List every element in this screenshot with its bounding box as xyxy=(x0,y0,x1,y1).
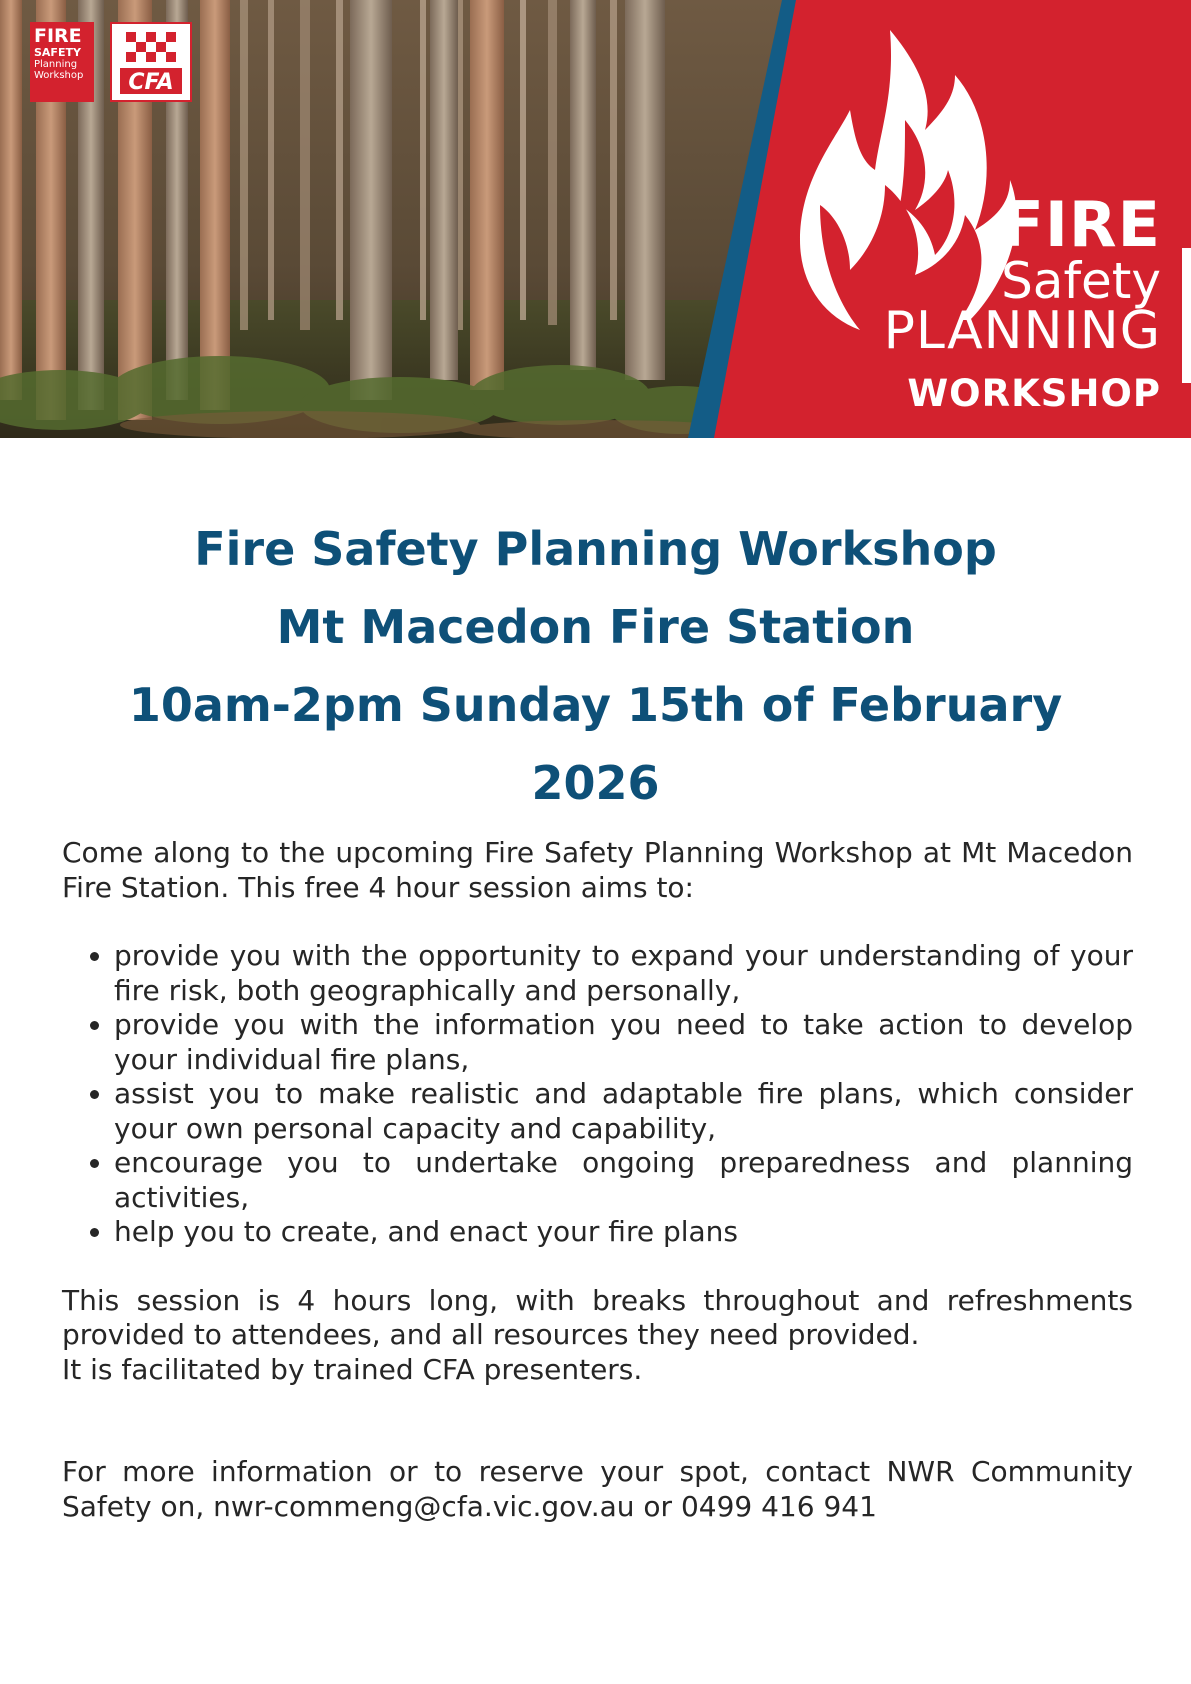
event-year: 2026 xyxy=(531,756,660,810)
logo-workshop-text: Workshop xyxy=(34,70,84,81)
event-title: Fire Safety Planning Workshop xyxy=(194,522,997,576)
brand-planning-text: PLANNING xyxy=(883,301,1161,361)
list-item: • assist you to make realistic and adaptable fire plans, which consider your own personal capacity and capability, xyxy=(114,1077,1133,1146)
list-item: • provide you with the information you need to take action to develop your individual fire plans, xyxy=(114,1008,1133,1077)
list-item: • provide you with the opportunity to expand your understanding of your fire risk, both geographically and personally, xyxy=(114,939,1133,1008)
intro-paragraph: Come along to the upcoming Fire Safety Planning Workshop at Mt Macedon Fire Station. This free 4 hour session aims to: xyxy=(62,836,1133,904)
contact-paragraph: For more information or to reserve your spot, contact NWR Community Safety on, nwr-commeng@cfa.vic.gov.au or 0499 416 941 xyxy=(62,1455,1133,1523)
session-info-paragraph: This session is 4 hours long, with breaks throughout and refreshments provided to attendees, and all resources they need provided. xyxy=(62,1283,1133,1351)
logo-planning-text: Planning xyxy=(34,59,78,70)
aims-list xyxy=(62,939,1133,1250)
brand-safety-text: Safety xyxy=(1001,252,1161,310)
checker-icon xyxy=(126,32,176,62)
event-heading xyxy=(40,510,1151,822)
header-banner xyxy=(0,0,1191,438)
logo-fire-text: FIRE xyxy=(34,25,82,47)
list-item: • encourage you to undertake ongoing preparedness and planning activities, xyxy=(114,1146,1133,1215)
brand-fire-text: FIRE xyxy=(1001,188,1161,261)
event-location: Mt Macedon Fire Station xyxy=(276,600,915,654)
cfa-logo xyxy=(110,22,192,102)
brand-workshop-text: WORKSHOP xyxy=(907,372,1161,415)
list-item: • help you to create, and enact your fire plans xyxy=(114,1215,1133,1250)
fire-safety-small-logo xyxy=(30,22,94,102)
event-time: 10am-2pm Sunday 15th of February xyxy=(128,678,1063,732)
body-content xyxy=(62,836,1133,1524)
cfa-text: CFA xyxy=(128,70,174,95)
logo-safety-text: SAFETY xyxy=(34,46,81,59)
facilitated-paragraph: It is facilitated by trained CFA presenters. xyxy=(62,1352,643,1386)
